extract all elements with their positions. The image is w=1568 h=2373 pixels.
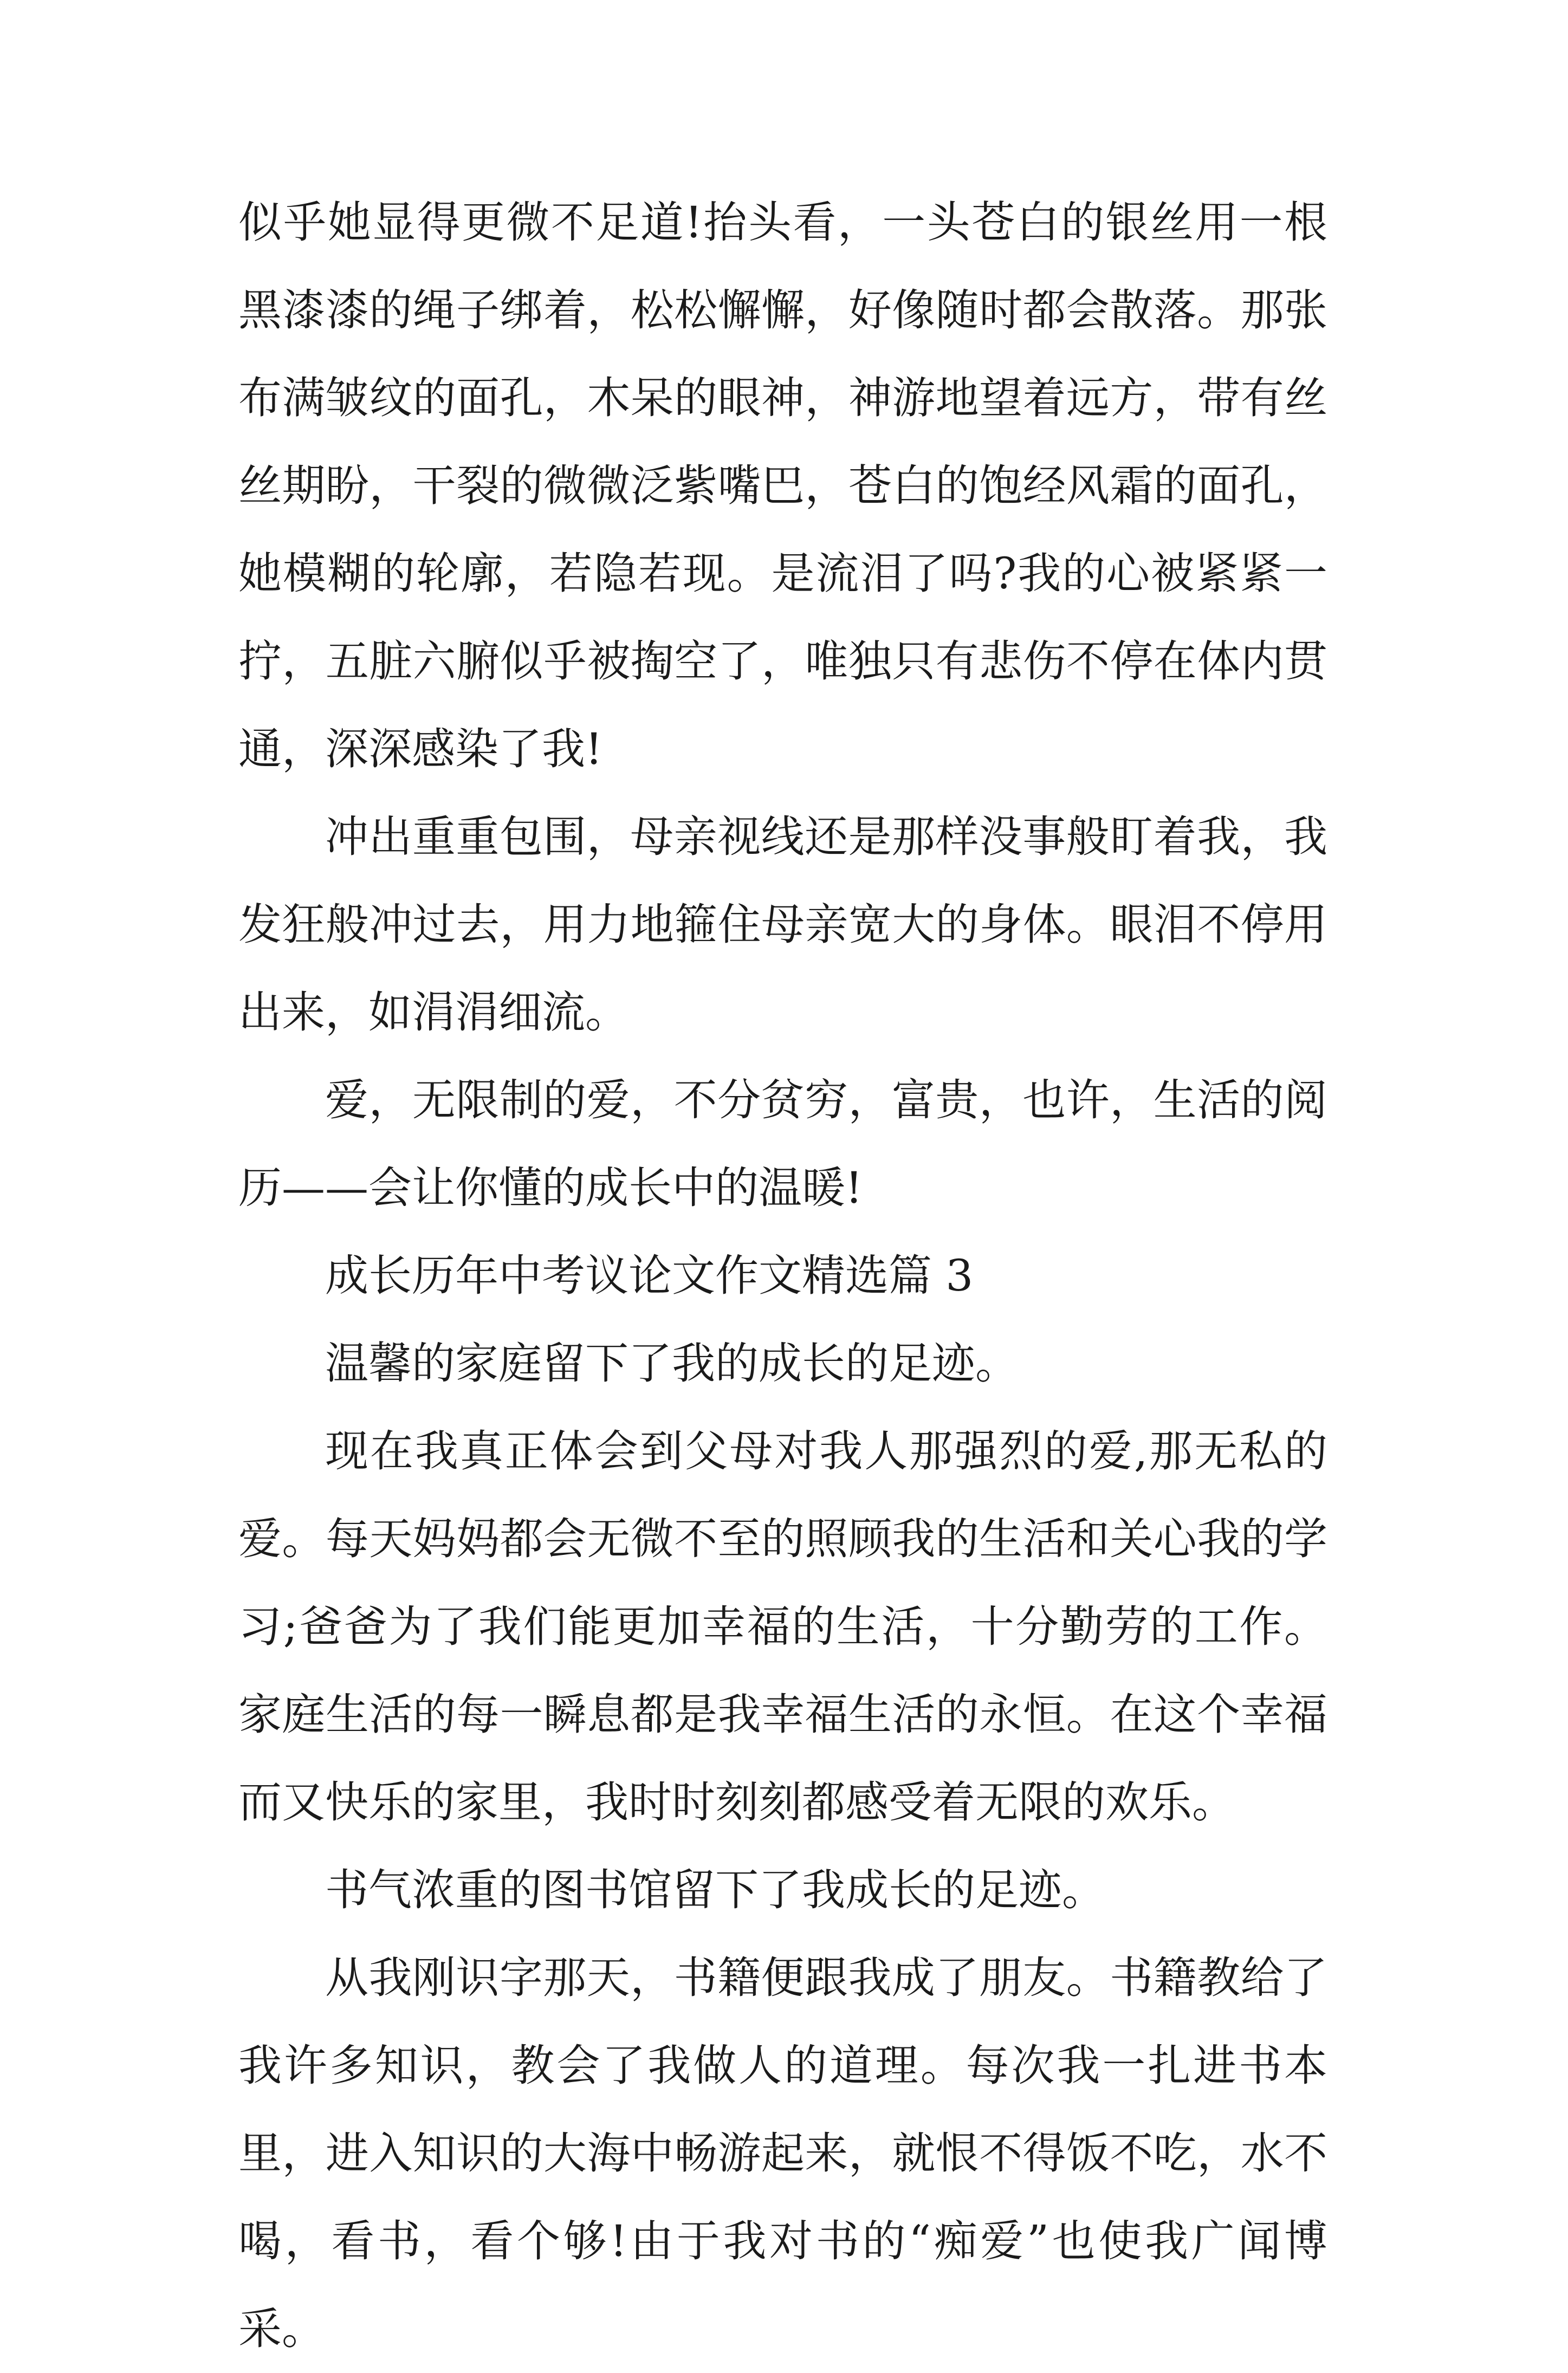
paragraph: 从我刚识字那天，书籍便跟我成了朋友。书籍教给了我许多知识，教会了我做人的道理。每次我一扎进书本里，进入知识的大海中畅游起来，就恨不得饭不吃，水不喝，看书，看个够!由于我对书的“痴爱”也使我广闻博采。 [238,1953,1327,2354]
paragraph: 书气浓重的图书馆留下了我成长的足迹。 [325,1865,1105,1915]
paragraph: 冲出重重包围，母亲视线还是那样没事般盯着我，我发狂般冲过去，用力地箍住母亲宽大的身体。眼泪不停用出来，如涓涓细流。 [238,812,1327,1038]
paragraph: 温馨的家庭留下了我的成长的足迹。 [325,1338,1019,1389]
section-heading: 成长历年中考议论文作文精选篇 3 [325,1250,974,1301]
paragraph: 现在我真正体会到父母对我人那强烈的爱,那无私的爱。每天妈妈都会无微不至的照顾我的生活和关心我的学习;爸爸为了我们能更加幸福的生活，十分勤劳的工作。家庭生活的每一瞬息都是我幸福生活的永恒。在这个幸福而又快乐的家里，我时时刻刻都感受着无限的欢乐。 [238,1426,1327,1827]
document-body [238,179,1327,2373]
paragraph: 似乎她显得更微不足道!抬头看，一头苍白的银丝用一根黑漆漆的绳子绑着，松松懈懈，好像随时都会散落。那张布满皱纹的面孔，木呆的眼神，神游地望着远方，带有丝丝期盼，干裂的微微泛紫嘴巴，苍白的饱经风霜的面孔，她模糊的轮廓，若隐若现。是流泪了吗?我的心被紧紧一拧，五脏六腑似乎被掏空了，唯独只有悲伤不停在体内贯通，深深感染了我! [238,197,1327,774]
paragraph: 爱，无限制的爱，不分贫穷，富贵，也许，生活的阅历——会让你懂的成长中的温暖! [238,1075,1327,1213]
